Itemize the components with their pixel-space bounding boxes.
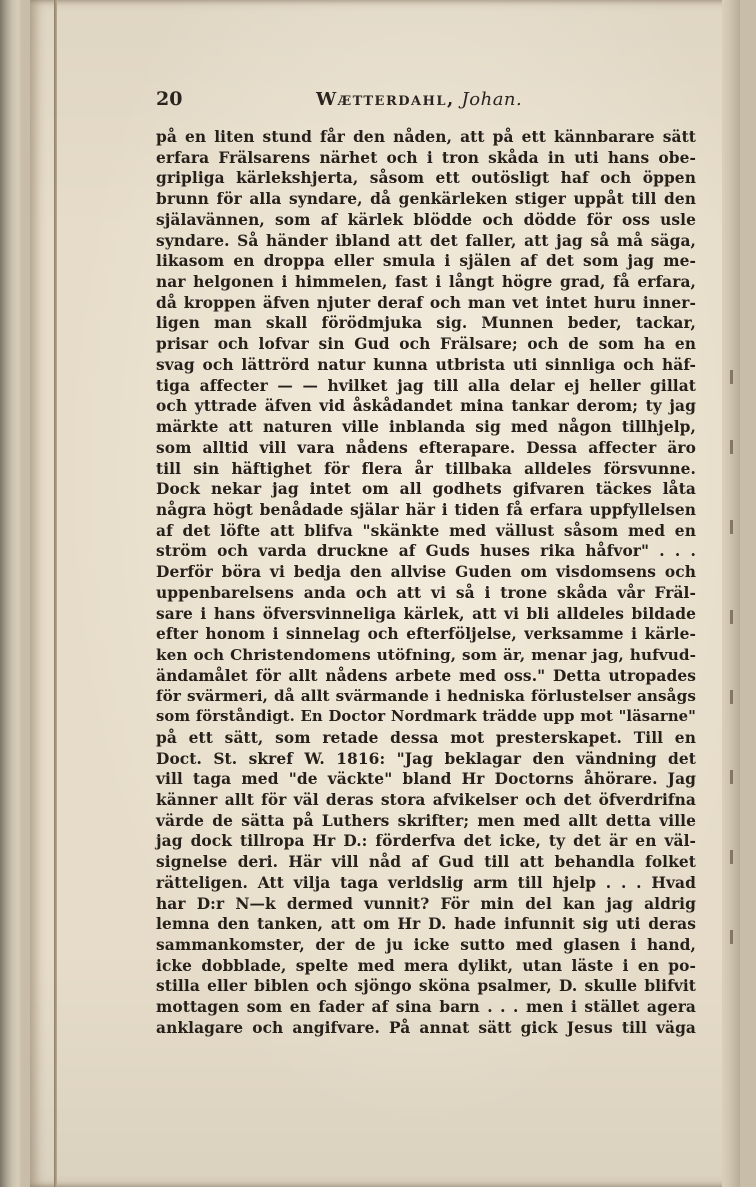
text-line: då kroppen äfven njuter deraf och man vet intet huru inner- [156,293,696,312]
text-line: några högt benådade själar här i tiden få erfara uppfyllelsen [156,500,696,519]
text-line: brunn för alla syndare, då genkärleken stiger uppåt till den [156,190,696,209]
text-line: rätteligen. Att vilja taga verldslig arm till hjelp . . . Hvad [156,873,696,892]
text-line: syndare. Så händer ibland att det faller, att jag så må säga, [156,231,696,250]
body-text [156,127,696,1039]
running-header [156,88,606,116]
text-line: icke dobblade, spelte med mera dylikt, utan läste i en po- [156,956,696,975]
text-line: likasom en droppa eller smula i själen af det som jag me- [156,252,696,271]
show-through-marks [730,350,740,1150]
text-line: till sin häftighet för flera år tillbaka alldeles försvunne. [156,459,696,478]
text-line: känner allt för väl deras stora afvikelser och det öfverdrifna [156,791,696,809]
text-line: sare i hans öfversvinneliga kärlek, att vi bli alldeles bildade [156,604,696,623]
text-line: jag dock tillropa Hr D.: förderfva det icke, ty det är en väl- [156,832,696,851]
text-line: och yttrade äfven vid åskådandet mina tankar derom; ty jag [156,397,696,416]
text-line: nar helgonen i himmelen, fast i långt högre grad, få erfara, [156,273,696,292]
author-given-name: Johan. [461,89,523,110]
text-line: som förståndigt. En Doctor Nordmark trädde upp mot "läsarne" [156,708,696,726]
text-line: uppenbarelsens anda och att vi så i trone skåda vår Fräl- [156,583,696,602]
text-line: ändamålet för allt nådens arbete med oss." Detta utropades [156,666,696,685]
text-line: vill taga med "de väckte" bland Hr Doctorns åhörare. Jag [156,770,696,789]
text-line: på en liten stund får den nåden, att på ett kännbarare sätt [156,128,696,146]
text-line: ken och Christendomens utöfning, som är, menar jag, hufvud- [156,645,696,664]
text-line: af det löfte att blifva "skänkte med vällust såsom med en [156,521,696,540]
page-number: 20 [156,88,183,110]
text-line: mottagen som en fader af sina barn . . . men i stället agera [156,998,696,1017]
text-line: Doct. St. skref W. 1816: "Jag beklagar den vändning det [156,749,696,768]
text-line: har D:r N—k dermed vunnit? För min del kan jag aldrig [156,894,696,913]
text-line: gripliga kärlekshjerta, såsom ett outösligt haf och öppen [156,169,696,188]
text-line: sammankomster, der de ju icke sutto med glasen i hand, [156,936,696,955]
text-line: stilla eller biblen och sjöngo sköna psalmer, D. skulle blifvit [156,977,696,996]
text-line: tiga affecter — — hvilket jag till alla delar ej heller gillat [156,376,696,395]
running-head-title [316,89,522,110]
text-line: signelse deri. Här vill nåd af Gud till att behandla folket [156,853,696,872]
text-line: som alltid vill vara nådens efterapare. Dessa affecter äro [156,438,696,457]
text-line: Derför böra vi bedja den allvise Guden om visdomsens och [156,563,696,582]
text-line: prisar och lofvar sin Gud och Frälsare; och de som ha en [156,335,696,354]
bleed-mark [730,690,733,704]
text-line: efter honom i sinnelag och efterföljelse, verksamme i kärle- [156,625,696,644]
text-line: själavännen, som af kärlek blödde och dödde för oss usle [156,210,696,229]
text-line: på ett sätt, som retade dessa mot presterskapet. Till en [156,728,696,747]
bleed-mark [730,930,733,944]
bleed-mark [730,440,733,454]
text-line: märkte att naturen ville inblanda sig med någon tillhjelp, [156,418,696,437]
bleed-mark [730,770,733,784]
text-line: Dock nekar jag intet om all godhets gifvaren täckes låta [156,480,696,499]
page-gutter [54,0,57,1187]
text-line: anklagare och angifvare. På annat sätt gick Jesus till väga [156,1018,696,1037]
text-line: svag och lättrörd natur kunna utbrista uti sinnliga och häf- [156,355,696,374]
text-line: värde de sätta på Luthers skrifter; men med allt detta ville [156,811,696,830]
text-line: lemna den tanken, att om Hr D. hade infunnit sig uti deras [156,915,696,934]
bleed-mark [730,370,733,384]
bleed-mark [730,520,733,534]
text-line: erfara Frälsarens närhet och i tron skåda in uti hans obe- [156,148,696,167]
author-surname: Wætterdahl, [316,89,455,110]
text-line: för svärmeri, då allt svärmande i hedniska förlustelser ansågs [156,687,696,706]
bleed-mark [730,610,733,624]
text-line: ligen man skall förödmjuka sig. Munnen beder, tackar, [156,314,696,333]
bleed-mark [730,850,733,864]
text-line: ström och varda druckne af Guds huses rika håfvor" . . . [156,542,696,561]
